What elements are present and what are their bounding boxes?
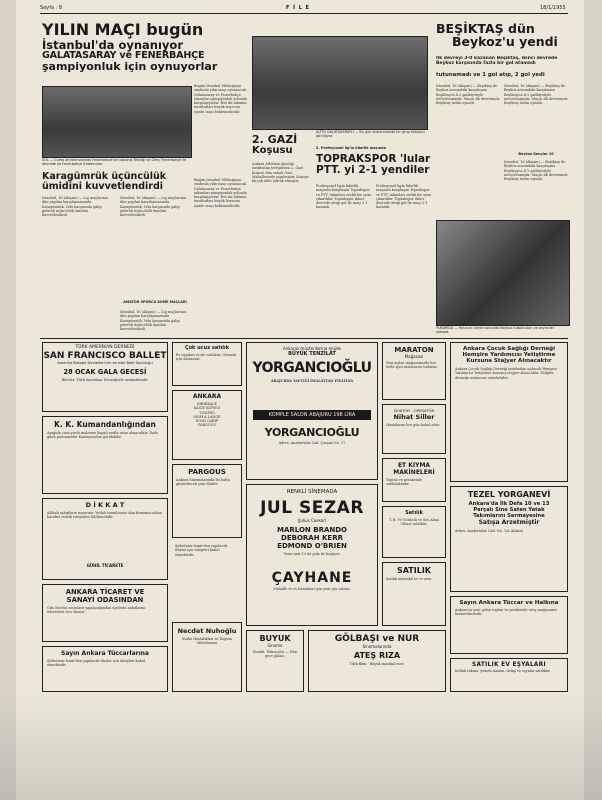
photo-caption: SOL — Cuma antrenmanında Fenerbahçe'nin kapanış Tekniği ve Genç Fenerbahçe ile devrede de Fenerbahçe futbolcuları. (42, 158, 187, 166)
ad-cast: MARLON BRANDO (277, 526, 347, 534)
subheading: AMATÖR SPORCU KÜME MAÇLARI (123, 300, 187, 304)
ad-kicker: RENKLİ SİNEMADA (286, 489, 338, 495)
subheading: Beykoz Gençler 10 (518, 152, 554, 156)
story-toprakspor-headline (316, 154, 432, 176)
article-body: Bugün İstanbul Mithatpaşa stadında yılın maçı oynanacak. Galatasaray ve Fenerbahçe takımları şampiyonluk yolunda karşılaşıyorlar. Her iki takımın taraftarları büyük heyecan içinde maçı beklemektedir. (194, 84, 248, 114)
ad-satilik-cihaz (382, 506, 446, 558)
article-body: Bugün İstanbul Mithatpaşa stadında yılın maçı oynanacak. Galatasaray ve Fenerbahçe takımları şampiyonluk yolunda karşılaşıyorlar. Her iki takımın taraftarları büyük heyecan içinde maçı beklemektedir. (194, 178, 248, 208)
page-number: Sayfa : 8 (40, 5, 63, 11)
ad-title: JUL SEZAR (260, 498, 364, 518)
ad-star: ATEŞ RIZA (353, 651, 401, 660)
ad-jul-sezar (246, 484, 378, 626)
article-body: İstanbul, 16 (Akşam) — Beşiktaş ile Beykoz arasındaki karşılaşma Beşiktaş'ın 4-2 galibiyetiyle neticelenmiştir. Maçın ilk devresinde Beşiktaş üstün oynadı. (436, 84, 500, 106)
ad-golbasi-nur (308, 630, 446, 692)
ad-line: KAĞIT KÖPEĞİ (193, 406, 221, 411)
ad-san-francisco-ballet (42, 342, 168, 412)
ad-ankara-tuccarlari (42, 646, 168, 692)
ad-line: Takımlarını Sermayesine (473, 513, 545, 519)
ad-satilik-ev (382, 562, 446, 626)
headline-line: YILIN MAÇI bugün (42, 20, 204, 39)
ad-cok-ucuz (172, 342, 242, 386)
ad-body: Koltuk takımı, yemek masası, dolap ve eşyalar satılıktır. (455, 669, 551, 673)
ad-doktor (382, 404, 446, 454)
ad-title: SAN FRANCISCO BALLET (43, 351, 167, 361)
ad-sale: BÜYÜK TENZİLÂT (288, 351, 336, 357)
ad-buyuk-sinema (246, 630, 304, 692)
headline-line: İstanbul'da oynanıyor (42, 37, 183, 52)
ad-line: TİYATRO (199, 410, 215, 415)
ad-line: Ankara'da İlk Defa 10 ve 13 (468, 501, 550, 507)
ad-kk-kumandanlik (42, 416, 168, 494)
kicker: 2. Profesyonel lig'in liderlik maçında (316, 146, 386, 150)
headline-line: 2. GAZİ (252, 133, 298, 146)
ad-body: Kadın Hastalıkları ve Doğum Mütehassısı (182, 637, 232, 646)
ad-line: DOMİ GARİF (195, 419, 219, 424)
ad-title: Nihat Siller (393, 413, 435, 421)
headline-line: Karagümrük üçüncülük (42, 171, 167, 182)
ad-body: Mahalle ve ev hanımları için yeni çay salonu. (273, 587, 351, 591)
ad-title-cayhane: ÇAYHANE (271, 570, 353, 586)
ad-title: MARATON (394, 346, 434, 354)
ad-body: Aşağıda cinsi yazılı malzeme kapalı zarfla satın alınacaktır. İhale günü şartnameler Komisyondan görülebilir. (47, 431, 158, 440)
photo-team (252, 36, 428, 130)
ad-body: Yeni açılan mağazamızda her türlü spor malzemesi bulunur. (386, 361, 438, 370)
ad-body: Ankara'ya yeni gelen toptan ve perakende satış mağazamız hizmetinizdedir. (455, 608, 557, 617)
story-besiktas-headline (436, 22, 568, 48)
ad-subtitle: Amerika Birleşik Devletleri'nin en eski Bale Topluluğu (57, 361, 153, 365)
ad-body: Yarın saat 13 de gala ile başlıyor. (283, 552, 341, 556)
ad-body: Satılık müstakil ev ve arsa. (386, 577, 433, 581)
ad-body: Ankara Çocuk Sağlığı Derneği tarafından açılacak Hemşire Yardımcısı Yetiştirme kursuna stajyer alınacaktır. Talipler derneğe müracaat etmelidirler. (455, 367, 557, 380)
photo-caption: ALTTA GALATASARAYLI — Bu gün antrenmanda bir grup futbolcu görülüyor. (316, 130, 425, 138)
ad-title: SATILIK EV EŞYALARI (472, 662, 546, 668)
ad-title: Necdet Nuhoğlu (177, 627, 237, 635)
ad-line: PARGOUS (198, 423, 216, 428)
photo-training (42, 86, 192, 158)
ad-footer: Adres: Anafartalar Cad. Çarşım No. 17 (278, 441, 346, 445)
ad-title: GÖLBAŞI ve NUR (334, 634, 420, 644)
ad-subtitle: Sinemalarında (362, 644, 392, 649)
ad-cocuk-sagligi (450, 342, 568, 482)
ad-cast: DEBORAH KERR (281, 534, 343, 542)
headline-line: Koşusu (252, 144, 293, 156)
ad-body: Oda Meclisi seçimleri yapılacağından üyelerin aidatlarını ödemeleri rica olunur. (47, 606, 146, 615)
ad-title: Sayın Ankara Tüccar ve Halkına (459, 600, 559, 606)
ad-kicker: Satılık (405, 510, 423, 516)
article-body: Ankara Atletizm Ajanlığı tarafından tertiplenen 2. Gazi Koşusu dün sabah Gazi Mahallesinde yapılmıştır. Koşuya birçok atlet iştirak etmiştir. (252, 162, 309, 184)
article-body: İstanbul, 16 (Akşam) — Lig maçlarının dün yapılan karşılaşmasında Karagümrük, Vefa karşısında galip gelerek üçüncülük ümidini kuvvetlendirdi. (42, 196, 109, 218)
ad-yorgancioglu (246, 342, 378, 480)
ad-title: YORGANCIOĞLU (252, 360, 372, 376)
story-derby-headline (42, 22, 248, 72)
ad-cast: EDMOND O'BRIEN (277, 542, 347, 550)
photo-players (436, 220, 570, 326)
ad-pergous (172, 464, 242, 538)
ad-subtitle: Sinema (267, 643, 283, 648)
ad-body: ABAJURDA YAPTIĞI İMALÂTTAN FİYATINA (270, 379, 354, 383)
headline-line: Beykoz'u yendi (452, 34, 558, 50)
ad-title: SATILIK (396, 566, 432, 575)
newspaper-page (16, 0, 584, 800)
ad-line-list (173, 400, 241, 430)
ad-body: Şirketimiz İzmir'den yapılacak ithalat için talepleri kabul etmektedir. (47, 659, 146, 668)
ad-body: T. B. 90 Gelincik ve Ses Alma Cihazı satılıktır. (388, 518, 440, 527)
article-body: Profesyonel ligin liderlik maçında karşılaşan Toprakspor ve PTT. takımları zevkli bir oyun çıkardılar. Toprakspor ikinci devrede attığı gol ile maçı 2-1 kazandı. (376, 184, 432, 210)
headline-line: TOPRAKSPOR 'lular (316, 153, 431, 165)
ad-nuhoglu (172, 622, 242, 692)
ad-body: Alâkalı sahiplerin nazarına: Yetkili temsilcimiz olan firmamız adına hareket etmek isteyenler bildirmelidir. (47, 511, 162, 520)
ad-body: Hastalarını her gün kabul eder. (386, 423, 440, 427)
article-body: İstanbul, 16 (Akşam) — Beşiktaş ile Beykoz arasındaki karşılaşma Beşiktaş'ın 4-2 galibiyetiyle neticelenmiştir. Maçın ilk devresinde Beşiktaş üstün oynadı. (504, 160, 568, 182)
ad-ankara-tiyatro (172, 390, 242, 460)
ad-satilik-esya (450, 658, 568, 692)
ad-title: PARGOUS (188, 468, 226, 476)
ad-body: Toptan ve perakende satılmaktadır. (386, 478, 423, 487)
lead: tutunamadı ve 1 gol atıp, 2 gol yedi (436, 72, 545, 78)
ad-title: Çok ucuz satılık (184, 345, 230, 351)
ad-tezel-yorganevi (450, 486, 568, 592)
ad-title: Ankara Çocuk Sağlığı Derneği (462, 346, 556, 352)
article-body: İstanbul, 16 (Akşam) — Lig maçlarının dün yapılan karşılaşmasında Karagümrük, Vefa karşısında galip gelerek üçüncülük ümidini kuvvetlendirdi. (120, 310, 187, 332)
ad-et-kiyma (382, 458, 446, 502)
ad-line: MOPLA LANGE (193, 414, 221, 419)
article-body: İstanbul, 16 (Akşam) — Beşiktaş ile Beykoz arasındaki karşılaşma Beşiktaş'ın 4-2 galibiyetiyle neticelenmiştir. Maçın ilk devresinde Beşiktaş üstün oynadı. (504, 84, 568, 106)
ad-signature: GÜHİL TİCARETE (86, 563, 124, 568)
ad-title: SANAYİ ODASINDAN (66, 596, 144, 604)
lead: İlk devreyi 3-0 kazanan Beşiktaş, ikinci devrede Beykoz karşısında fazla bir gol atamadı (436, 56, 558, 67)
story-karagumruk-headline (42, 172, 192, 192)
ad-line: Parçalı Sine Saten Yatak (473, 507, 545, 513)
ad-top: Ankaralı müşterilerine müjde (283, 346, 341, 351)
ad-ankara-ticaret-odasi (42, 584, 168, 642)
ad-tuccar-halk (450, 596, 568, 654)
ad-body: Renkli, Tekniçolor — Dün gece galası. (253, 650, 297, 659)
ad-title: BUYUK (259, 634, 291, 643)
headline-line: ümidini kuvvetlendirdi (42, 180, 164, 192)
ad-org: TÜRK AMERİKAN DERNEĞİ (75, 345, 135, 350)
headline-line: BEŞİKTAŞ dün (436, 21, 535, 36)
ad-title: D İ K K A T (85, 501, 125, 509)
ad-title: K. K. Kumandanlığından (54, 420, 156, 429)
ad-kicker: DOKTOR - OPERATÖR (393, 408, 435, 413)
headline-line: PTT. yi 2-1 yendiler (316, 164, 430, 177)
ad-subtitle: (Julius Caesar) (297, 518, 327, 523)
story-gazi-headline (252, 134, 312, 156)
ad-small-notice (172, 542, 242, 618)
ad-date: 28 OCAK GALA GECESİ (63, 368, 147, 376)
ad-body: Ankara Sinemalarında bu hafta gösterilecek yeni filmler. (176, 478, 230, 487)
ad-price: KOMPLE SALON ABAJURU 198 LİRA (253, 410, 371, 420)
ad-body: Türk filmi - Büyük müzikal eser. (349, 662, 405, 666)
ad-title: YORGANCIOĞLU (264, 426, 360, 439)
ad-title: Sayın Ankara Tüccarlarına (61, 650, 149, 657)
ad-title: TEZEL YORGANEVİ (467, 490, 551, 499)
ad-body: Ev eşyaları acele satılıktır. Görmek için müracaat. (176, 353, 237, 362)
headline-line: şampiyonluk için oynuyorlar (42, 59, 218, 73)
ad-title: ET KIYMA (397, 462, 431, 469)
ad-body: Şirketimiz İzmir'den yapılacak ithalat için talepleri kabul etmektedir. (175, 544, 228, 557)
ad-subtitle: Mağazası (404, 354, 424, 359)
ad-maraton (382, 342, 446, 400)
ad-dikkat (42, 498, 168, 580)
article-body: İstanbul, 16 (Akşam) — Lig maçlarının dün yapılan karşılaşmasında Karagümrük, Vefa karşısında galip gelerek üçüncülük ümidini kuvvetlendirdi. (120, 196, 187, 218)
photo-caption: YUKARIDA — Yolunun cümle sonunda Beykoz futbolcuları ve seyirciler sahada. (436, 326, 555, 334)
ad-line: Satışa Arzetmiştir (478, 519, 540, 526)
ad-body: Adres: Anafartalar Cad. No. 1/A Ankara (455, 529, 524, 533)
paper-name: F İ L E (286, 5, 311, 11)
article-body: Profesyonel ligin liderlik maçında karşılaşan Toprakspor ve PTT. takımları zevkli bir oyun çıkardılar. Toprakspor ikinci devrede attığı gol ile maçı 2-1 kazandı. (316, 184, 372, 210)
issue-date: 18/1/1955 (540, 5, 566, 11)
ad-title: MAKİNELERİ (393, 469, 435, 476)
ad-title: ANKARA (192, 393, 222, 400)
headline-line: GALATASARAY ve FENERBAHÇE (42, 49, 205, 61)
ad-body: Biletler: Türk Amerikan Derneğinde satılmaktadır. (61, 378, 149, 382)
ad-title: ANKARA TİCARET VE (65, 588, 145, 596)
ad-title: Hemşire Yardımcısı Yetiştirme (462, 352, 556, 358)
ad-line: KIRIKKALE (197, 402, 217, 406)
ad-title: Kursuna Stajyer Alınacaktır (466, 358, 552, 364)
